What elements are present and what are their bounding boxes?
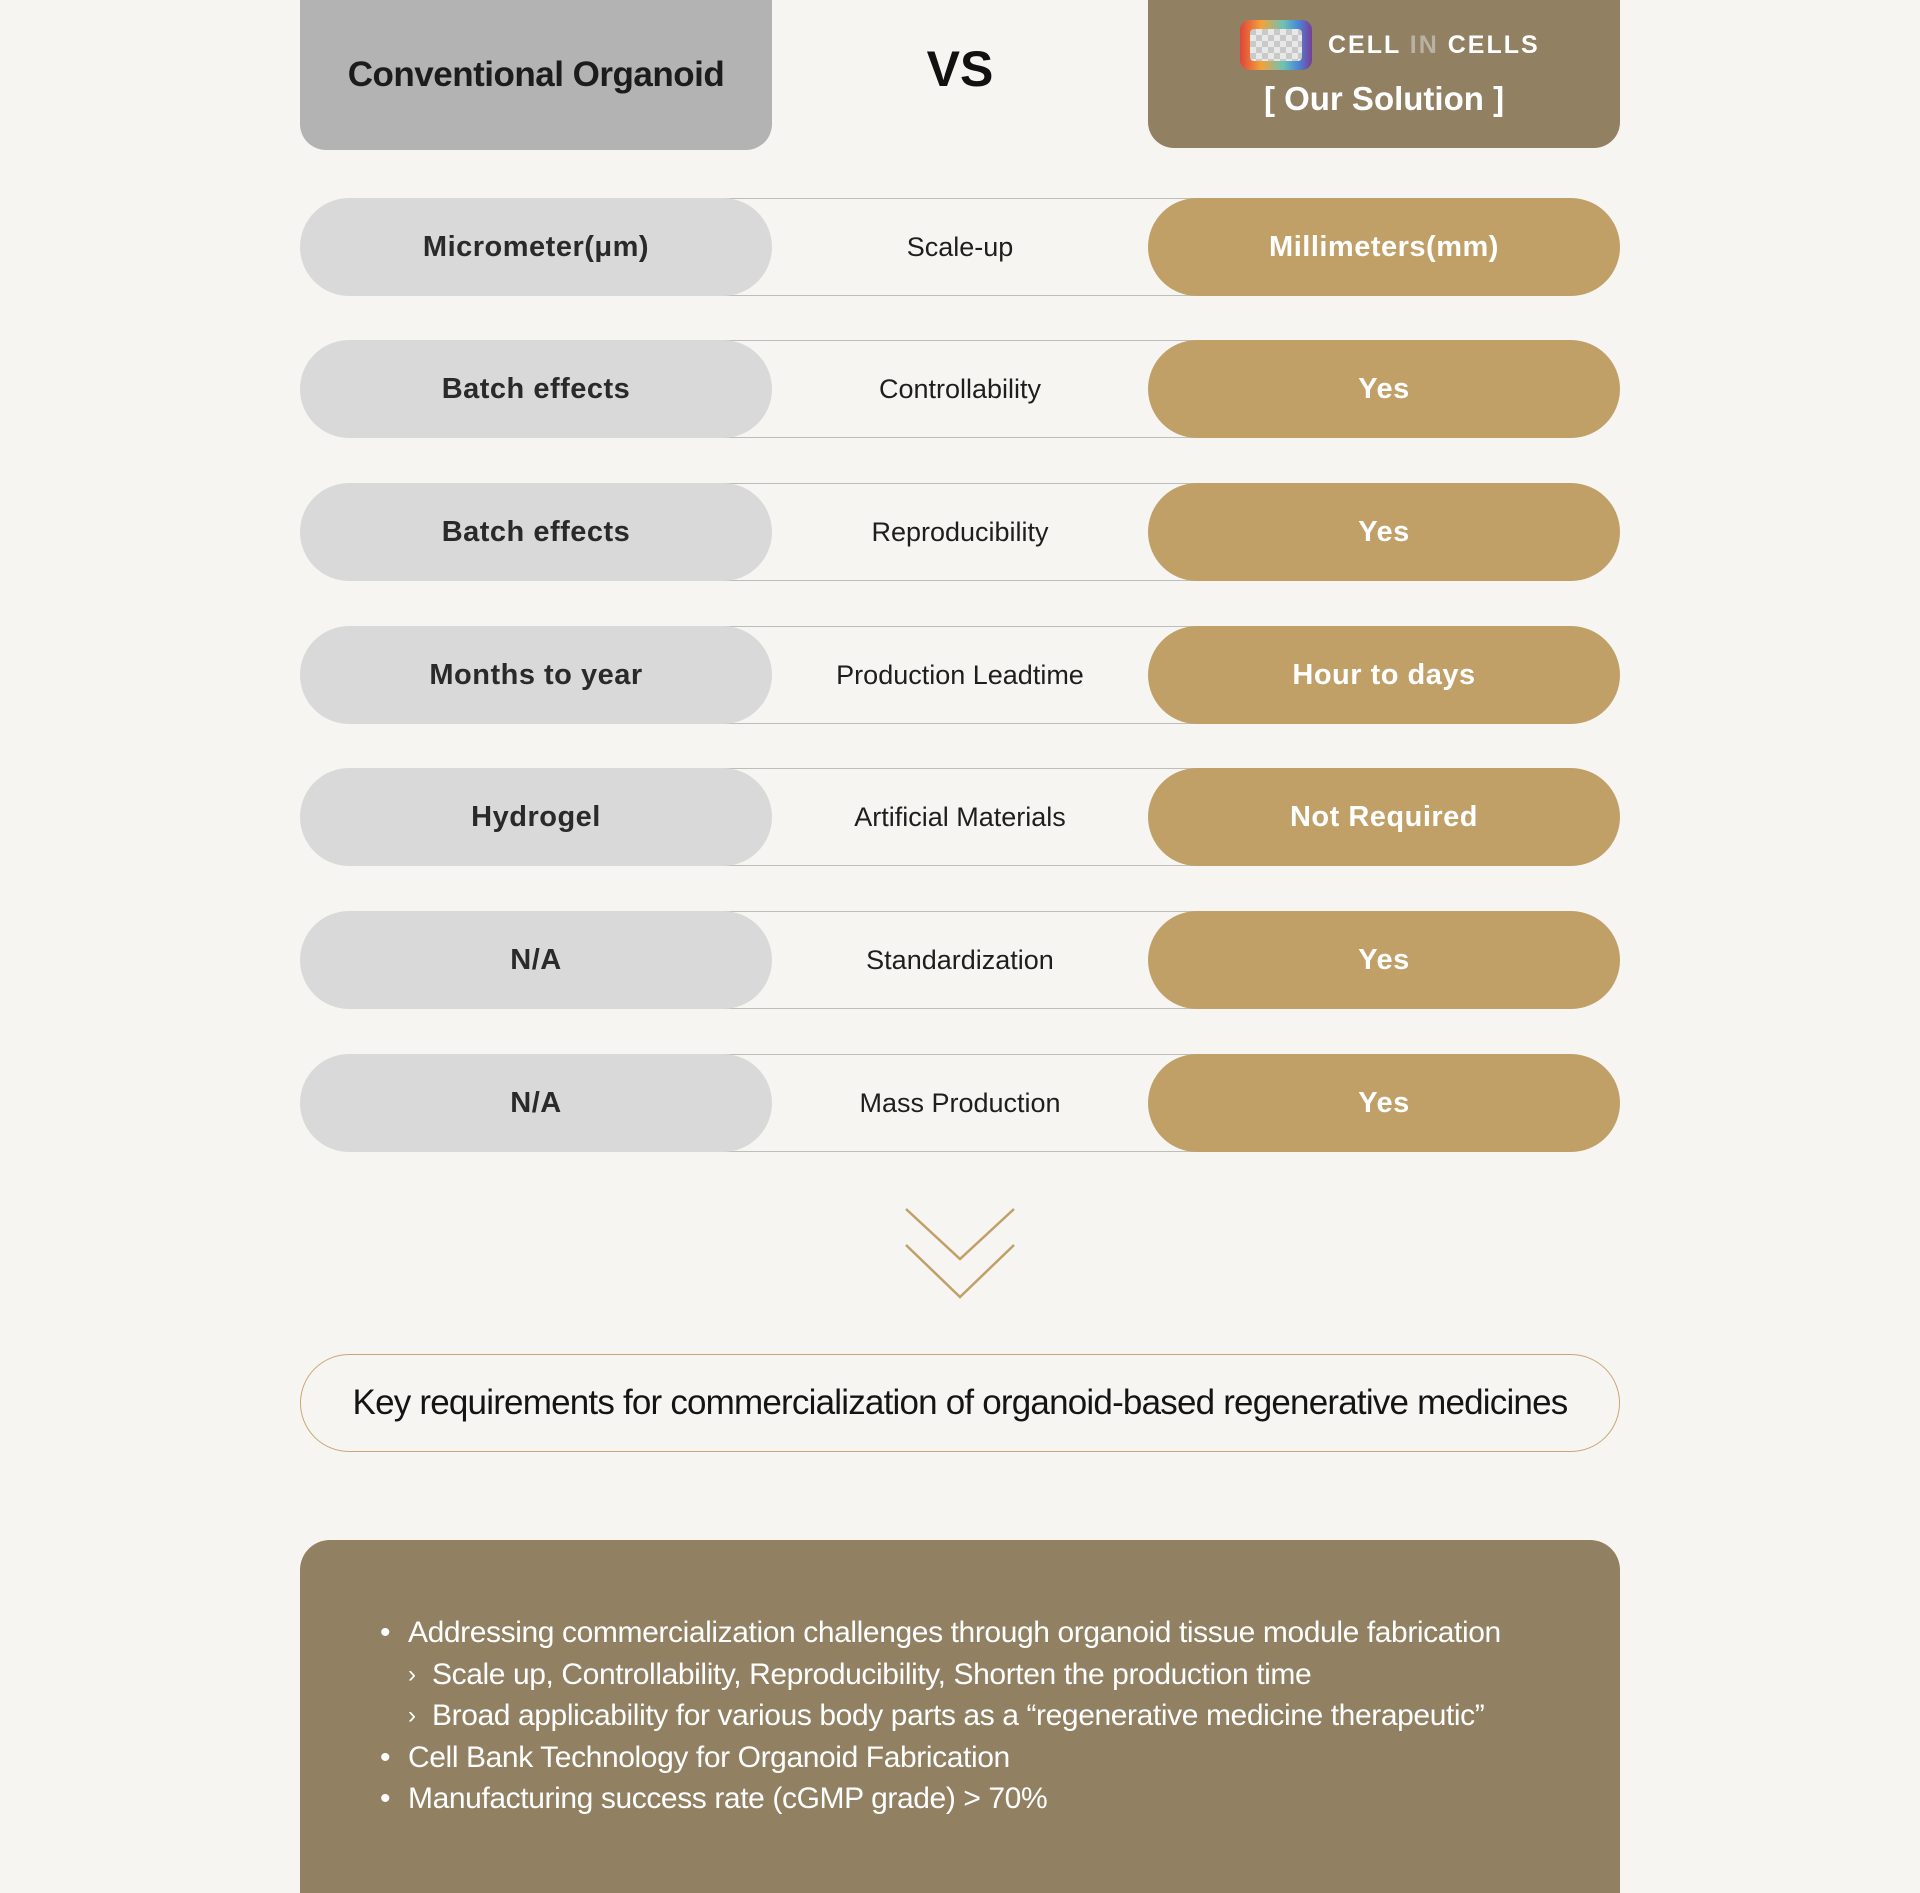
summary-item bbox=[380, 1612, 1620, 1654]
criterion-label: Standardization bbox=[866, 944, 1054, 975]
brand-name-part1: CELL bbox=[1328, 30, 1410, 59]
summary-item-text: Manufacturing success rate (cGMP grade) > 70% bbox=[408, 1782, 1048, 1815]
comparison-row-reproducibility bbox=[300, 483, 1620, 581]
conventional-value: Hydrogel bbox=[300, 768, 772, 866]
solution-value: Millimeters(mm) bbox=[1148, 198, 1620, 296]
double-chevron-down-icon bbox=[900, 1205, 1020, 1305]
bullet-icon: • bbox=[380, 1782, 391, 1815]
summary-panel bbox=[300, 1540, 1620, 1893]
cell-in-cells-logo-icon bbox=[1240, 20, 1312, 70]
comparison-row-production-leadtime bbox=[300, 626, 1620, 724]
bullet-icon: • bbox=[380, 1740, 391, 1774]
our-solution-label: [ Our Solution ] bbox=[1263, 80, 1505, 117]
summary-sub-item-text: Scale up, Controllability, Reproducibility, Shorten the production time bbox=[432, 1657, 1312, 1691]
key-requirements-banner bbox=[300, 1354, 1620, 1452]
conventional-value: Batch effects bbox=[300, 340, 772, 438]
summary-item bbox=[380, 1778, 1620, 1820]
brand-name bbox=[1328, 31, 1540, 60]
criterion-label: Reproducibility bbox=[871, 516, 1049, 547]
comparison-row-mass-production bbox=[300, 1054, 1620, 1152]
conventional-value: Months to year bbox=[300, 626, 772, 724]
brand-name-part2: IN bbox=[1409, 30, 1439, 59]
brand-name-part3: CELLS bbox=[1438, 30, 1540, 59]
summary-item-text: Addressing commercialization challenges through organoid tissue module fabrication bbox=[408, 1616, 1501, 1649]
brand bbox=[1240, 20, 1540, 70]
solution-value: Yes bbox=[1148, 340, 1620, 438]
summary-sub-item bbox=[380, 1654, 1620, 1696]
solution-value: Hour to days bbox=[1148, 626, 1620, 724]
conventional-value: Batch effects bbox=[300, 483, 772, 581]
criterion-label: Controllability bbox=[878, 373, 1042, 404]
criterion-label: Scale-up bbox=[906, 231, 1014, 262]
summary-item bbox=[380, 1737, 1620, 1779]
criterion-label: Production Leadtime bbox=[836, 659, 1084, 690]
solution-value: Not Required bbox=[1148, 768, 1620, 866]
solution-value: Yes bbox=[1148, 911, 1620, 1009]
conventional-organoid-header bbox=[300, 0, 772, 150]
comparison-row-standardization bbox=[300, 911, 1620, 1009]
comparison-row-artificial-materials bbox=[300, 768, 1620, 866]
comparison-row-scale-up bbox=[300, 198, 1620, 296]
conventional-value: Micrometer(μm) bbox=[300, 198, 772, 296]
summary-sub-item bbox=[380, 1695, 1620, 1737]
bullet-icon: • bbox=[380, 1616, 391, 1649]
conventional-value: N/A bbox=[300, 1054, 772, 1152]
chevron-right-icon: › bbox=[408, 1702, 416, 1729]
comparison-row-controllability bbox=[300, 340, 1620, 438]
our-solution-header bbox=[1148, 0, 1620, 148]
solution-value: Yes bbox=[1148, 1054, 1620, 1152]
chevron-right-icon: › bbox=[408, 1660, 416, 1688]
vs-label: VS bbox=[926, 41, 994, 97]
criterion-label: Artificial Materials bbox=[854, 801, 1066, 832]
conventional-organoid-title: Conventional Organoid bbox=[347, 55, 725, 94]
solution-value: Yes bbox=[1148, 483, 1620, 581]
summary-sub-item-text: Broad applicability for various body parts as a “regenerative medicine therapeutic” bbox=[432, 1699, 1485, 1732]
summary-item-text: Cell Bank Technology for Organoid Fabrication bbox=[408, 1740, 1010, 1774]
conventional-value: N/A bbox=[300, 911, 772, 1009]
criterion-label: Mass Production bbox=[859, 1087, 1061, 1118]
key-requirements-text: Key requirements for commercialization of organoid-based regenerative medicines bbox=[352, 1383, 1568, 1422]
